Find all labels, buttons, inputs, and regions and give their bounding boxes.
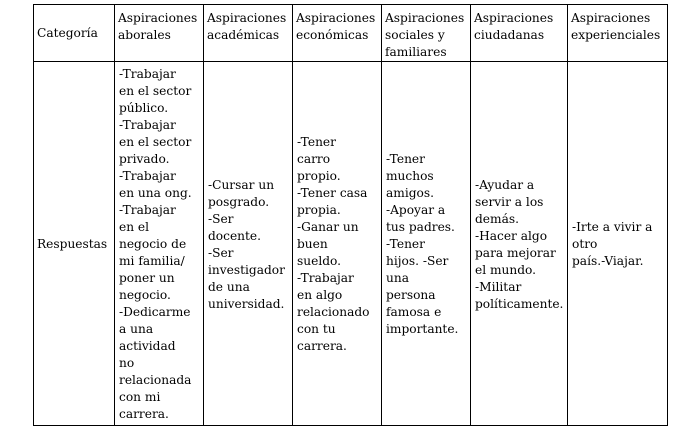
cell-text-economicas: -Tener carro propio. -Tener casa propia. -Ganar un buen sueldo. -Trabajar en algo relacionado con tu carrera. — [297, 135, 370, 353]
header-label-experienciales: Aspiraciones experienciales — [571, 11, 661, 42]
cell-text-ciudadanas: -Ayudar a servir a los demás. -Hacer algo para mejorar el mundo. -Militar políticamente. — [475, 177, 564, 311]
category-header-label: Categoría — [37, 25, 98, 40]
cell-text-laborales: -Trabajar en el sector público. -Trabajar en el sector privado. -Trabajar en una ong. -Trabajar en el negocio de mi familia/ poner un negocio. -Dedicarme a una actividad no relacionada con mi carrera. — [119, 67, 192, 421]
category-header-cell — [34, 5, 115, 62]
table-header-row — [34, 5, 668, 62]
table-cell-academicas — [204, 62, 293, 426]
header-label-academicas: Aspiraciones académicas — [207, 11, 287, 42]
header-cell-laborales — [115, 5, 204, 62]
row-label-cell — [34, 62, 115, 426]
header-label-economicas: Aspiraciones económicas — [296, 11, 376, 42]
header-label-laborales: Aspiraciones aborales — [118, 11, 198, 42]
row-label: Respuestas — [37, 237, 108, 251]
header-cell-ciudadanas — [471, 5, 568, 62]
header-cell-academicas — [204, 5, 293, 62]
header-cell-sociales — [382, 5, 471, 62]
table-cell-sociales — [382, 62, 471, 426]
cell-text-sociales: -Tener muchos amigos. -Apoyar a tus padres. -Tener hijos. -Ser una persona famosa e importante. — [386, 152, 459, 336]
table-cell-experienciales — [568, 62, 668, 426]
table-cell-laborales — [115, 62, 204, 426]
header-cell-experienciales — [568, 5, 668, 62]
header-label-sociales: Aspiraciones sociales y familiares — [385, 11, 465, 59]
table-cell-ciudadanas — [471, 62, 568, 426]
cell-text-experienciales: -Irte a vivir a otro país.-Viajar. — [572, 220, 653, 268]
table-cell-economicas — [293, 62, 382, 426]
table-row — [34, 62, 668, 426]
header-cell-economicas — [293, 5, 382, 62]
cell-text-academicas: -Cursar un posgrado. -Ser docente. -Ser investigador de una universidad. — [208, 177, 285, 311]
header-label-ciudadanas: Aspiraciones ciudadanas — [474, 11, 554, 42]
aspirations-table — [33, 4, 668, 426]
